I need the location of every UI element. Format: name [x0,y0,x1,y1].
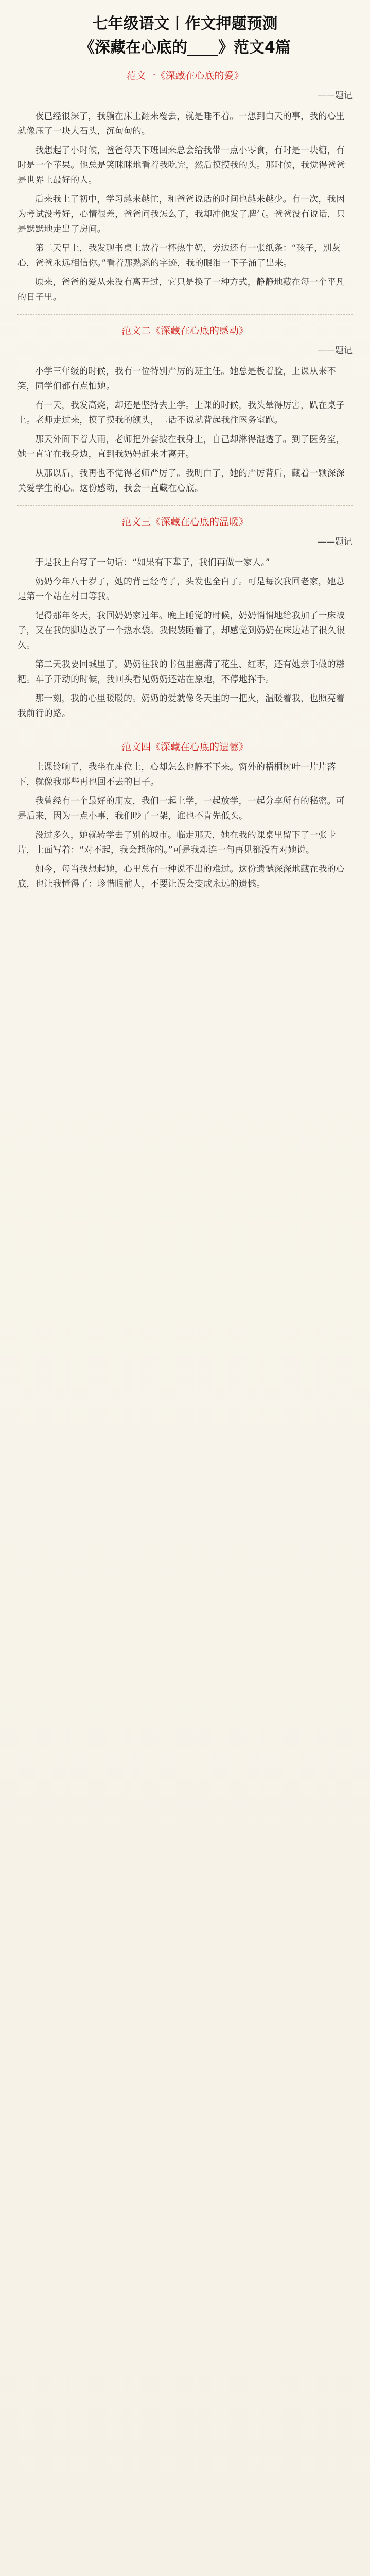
essay-paragraph: 那一刻，我的心里暖暖的。奶奶的爱就像冬天里的一把火，温暖着我，也照亮着我前行的路。 [17,693,345,719]
essay-section [17,505,353,721]
essay-list [17,68,353,892]
essay-label: 范文四《深藏在心底的遗憾》 [121,741,249,753]
essay-paragraph: 上课铃响了，我坐在座位上，心却怎么也静不下来。窗外的梧桐树叶一片片落下，就像我那些再也回不去的日子。 [17,762,336,787]
essay-paragraph: 我想起了小时候，爸爸每天下班回来总会给我带一点小零食，有时是一块糖，有时是一个苹果。他总是笑眯眯地看着我吃完，然后摸摸我的头。那时候，我觉得爸爸是世界上最好的人。 [17,145,345,185]
page-title: 七年级语文丨作文押题预测 [92,15,278,33]
essay-section [17,314,353,496]
essay-paragraph: 第二天我要回城里了，奶奶往我的书包里塞满了花生、红枣，还有她亲手做的糍粑。车子开动的时候，我回头看见奶奶还站在原地，不停地挥手。 [17,659,345,685]
essay-paragraph: 我曾经有一个最好的朋友，我们一起上学，一起放学，一起分享所有的秘密。可是后来，因为一点小事，我们吵了一架，谁也不肯先低头。 [17,796,345,821]
essay-paragraph: 从那以后，我再也不觉得老师严厉了。我明白了，她的严厉背后，藏着一颗深深关爱学生的心。这份感动，我会一直藏在心底。 [17,468,345,494]
essay-signature: ——题记 [318,346,353,356]
essay-paragraph: 小学三年级的时候，我有一位特别严厉的班主任。她总是板着脸，上课从来不笑，同学们都有点怕她。 [17,366,336,392]
section-divider [17,314,353,315]
essay-section [17,731,353,892]
essay-paragraph: 没过多久，她就转学去了别的城市。临走那天，她在我的课桌里留下了一张卡片，上面写着：“对不起，我会想你的。”可是我却连一句再见都没有对她说。 [17,830,336,855]
essay-signature: ——题记 [318,537,353,547]
essay-paragraph: 于是我上台写了一句话：“如果有下辈子，我们再做一家人。” [35,557,270,568]
essay-paragraph: 夜已经很深了，我躺在床上翻来覆去，就是睡不着。一想到白天的事，我的心里就像压了一块大石头，沉甸甸的。 [17,111,345,137]
section-divider [17,505,353,506]
essay-label: 范文一《深藏在心底的爱》 [126,70,244,81]
page-subtitle: 《深藏在心底的____》范文4篇 [79,39,291,57]
essay-signature: ——题记 [318,91,353,101]
essay-paragraph: 那天外面下着大雨，老师把外套披在我身上，自己却淋得湿透了。到了医务室，她一直守在我身边，直到我妈妈赶来才离开。 [17,434,345,460]
essay-paragraph: 奶奶今年八十岁了，她的背已经弯了，头发也全白了。可是每次我回老家，她总是第一个站在村口等我。 [17,577,345,602]
essay-paragraph: 记得那年冬天，我回奶奶家过年。晚上睡觉的时候，奶奶悄悄地给我加了一床被子，又在我的脚边放了一个热水袋。我假装睡着了，却感觉到奶奶在床边站了很久很久。 [17,611,345,651]
essay-label: 范文三《深藏在心底的温暖》 [121,516,249,528]
essay-paragraph: 第二天早上，我发现书桌上放着一杯热牛奶，旁边还有一张纸条：“孩子，别灰心，爸爸永远相信你。”看着那熟悉的字迹，我的眼泪一下子涌了出来。 [17,243,341,268]
essay-label: 范文二《深藏在心底的感动》 [121,325,249,336]
essay-paragraph: 后来我上了初中，学习越来越忙，和爸爸说话的时间也越来越少。有一次，我因为考试没考好，心情很差，爸爸问我怎么了，我却冲他发了脾气。爸爸没有说话，只是默默地走出了房间。 [17,194,345,234]
essay-paragraph: 原来，爸爸的爱从来没有离开过，它只是换了一种方式，静静地藏在每一个平凡的日子里。 [17,277,345,302]
essay-paragraph: 有一天，我发高烧，却还是坚持去上学。上课的时候，我头晕得厉害，趴在桌子上。老师走过来，摸了摸我的额头，二话不说就背起我往医务室跑。 [17,400,345,426]
essay-paragraph: 如今，每当我想起她，心里总有一种说不出的难过。这份遗憾深深地藏在我的心底，也让我懂得了：珍惜眼前人，不要让误会变成永远的遗憾。 [17,864,345,889]
essay-section [17,68,353,305]
